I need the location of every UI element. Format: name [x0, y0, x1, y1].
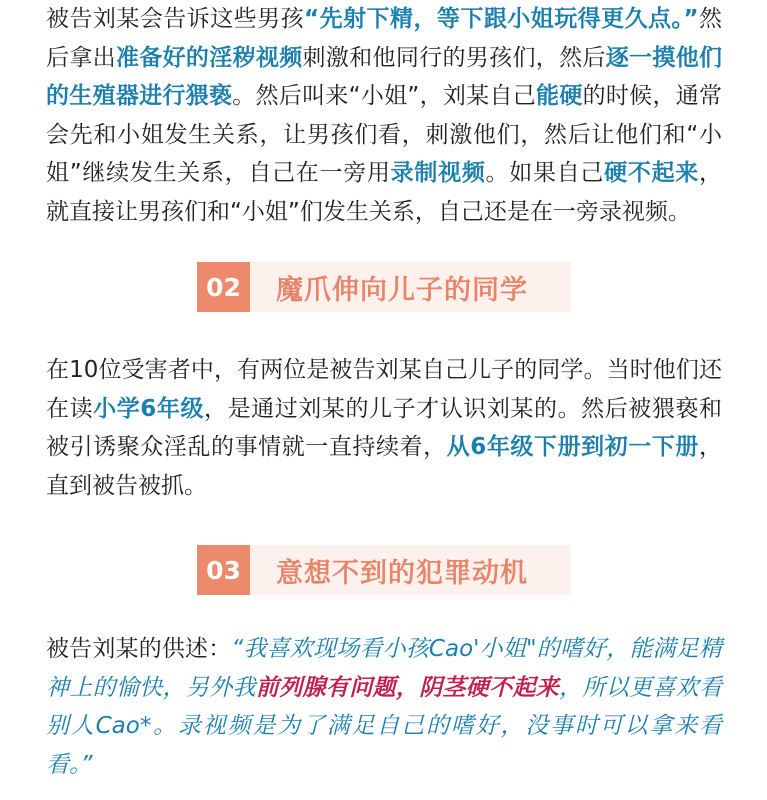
highlight: 从6年级下册到初一下册: [446, 434, 700, 460]
quote: “我喜欢现场看小孩Cao'小姐"的嗜好，能满足精神上的愉快，另外我: [46, 636, 723, 701]
section-title: 意想不到的犯罪动机: [276, 557, 528, 589]
highlight: “先射下精，等下跟小姐玩得更久点。”: [304, 6, 699, 32]
highlight: 录制视频: [390, 160, 486, 186]
text: 刺激和他同行的男孩们，然后: [302, 44, 606, 71]
text: 然后拿出: [46, 6, 723, 71]
text: ，就直接让男孩们和“小姐”们发生关系，自己还是在一旁录视频。: [46, 160, 723, 225]
text: 在10位受害者中，有两位是被告刘某自己儿子的同学。当时他们还在读: [46, 357, 722, 422]
highlight: 小学6年级: [93, 395, 205, 422]
section-number: 03: [197, 545, 250, 595]
text: 被告刘某的供述：: [46, 636, 232, 662]
paragraph-2: [46, 351, 722, 505]
paragraph-3: [46, 630, 722, 784]
section-heading-3: [197, 545, 571, 595]
highlight: 准备好的淫秽视频: [115, 44, 303, 71]
text: 。如果自己: [485, 160, 605, 186]
text: 被告刘某会告诉这些男孩: [46, 6, 305, 32]
text: 的时候，通常会先和小姐发生关系，让男孩们看，刺激他们，然后让他们和“小姐”继续发生关系，自己在一旁用: [46, 83, 722, 186]
highlight: 逐一摸他们的生殖器进行猥亵: [46, 44, 723, 109]
section-heading-2: [197, 262, 571, 312]
section-number: 02: [197, 262, 250, 312]
text: ，是通过刘某的儿子才认识刘某的。然后被猥亵和被引诱聚众淫乱的事情就一直持续着，: [46, 395, 723, 460]
section-title: 魔爪伸向儿子的同学: [276, 274, 528, 306]
text: 。然后叫来“小姐”，刘某自己: [232, 83, 537, 109]
highlight: 硬不起来: [604, 160, 700, 186]
paragraph-1: [46, 0, 722, 231]
quote: ，所以更喜欢看别人Cao*。录视频是为了满足自己的嗜好，没事时可以拿来看看。”: [46, 674, 723, 778]
red-highlight: 前列腺有问题，阴茎硬不起来: [255, 674, 560, 701]
highlight: 能硬: [536, 83, 583, 109]
text: ，直到被告被抓。: [46, 434, 723, 499]
